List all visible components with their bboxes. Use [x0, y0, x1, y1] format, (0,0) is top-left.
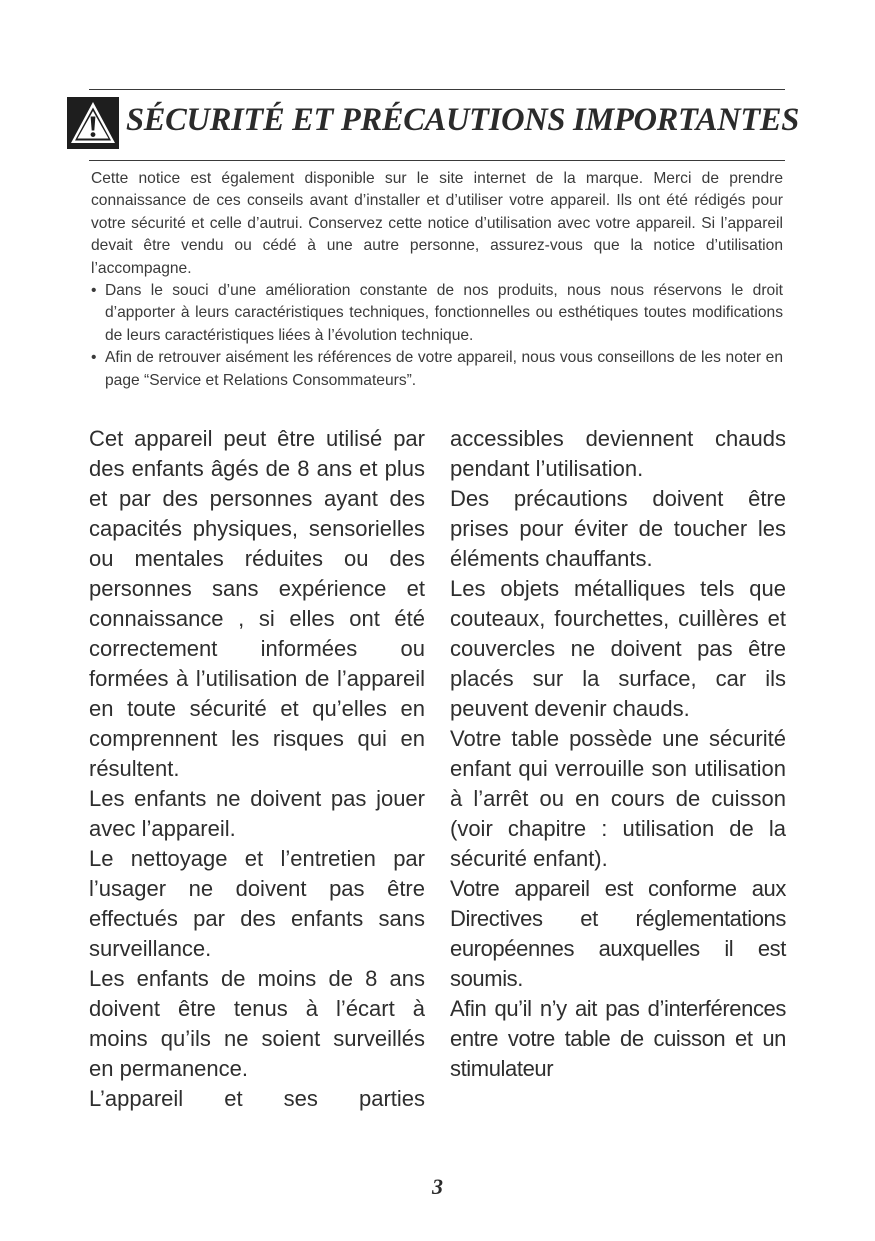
intro-bullet: • Dans le souci d’une amélioration constante de nos produits, nous nous réservons le droit d’apporter à leurs caractéristiques techniques, fonctionnelles ou esthétiques toutes modifications de leurs caractéristiques liées à l’évolution technique. — [91, 280, 783, 347]
intro-bullet: • Afin de retrouver aisément les références de votre appareil, nous vous conseillons de les noter en page “Service et Relations Consommateurs”. — [91, 347, 783, 392]
body-paragraph: Des précautions doivent être prises pour éviter de toucher les éléments chauffants. — [450, 486, 786, 571]
warning-triangle-icon — [67, 97, 119, 149]
body-paragraph-continued: Afin qu’il n’y ait pas d’interférences entre votre table de cuisson et un stimulateur — [450, 996, 786, 1081]
body-paragraph: Votre appareil est conforme aux Directives et réglementations européennes auxquelles il est soumis. — [450, 876, 786, 991]
body-paragraph: Cet appareil peut être utilisé par des enfants âgés de 8 ans et plus et par des personnes ayant des capacités physiques, sensorielles ou mentales réduites ou des personnes sans expérience et connaissance , si elles ont été correctement informées ou formées à l’utilisation de l’appareil en toute sécurité et qu’elles en comprennent les risques qui en résultent. — [89, 426, 425, 781]
body-paragraph-continued: L’appareil et ses parties — [89, 1086, 425, 1111]
right-column — [450, 424, 786, 1084]
intro-paragraph: Cette notice est également disponible sur le site internet de la marque. Merci de prendre connaissance de ces conseils avant d’installer et d’utiliser votre appareil. Ils ont été rédigés pour votre sécurité et celle d’autrui. Conservez cette notice d’utilisation avec votre appareil. Si l’appareil devait être vendu ou cédé à une autre personne, assurez-vous que la notice d’utilisation l’accompagne. — [91, 170, 783, 277]
body-paragraph: accessibles deviennent chauds pendant l’utilisation. — [450, 426, 786, 481]
bottom-rule — [89, 160, 785, 161]
intro-block — [91, 168, 783, 392]
section-header — [67, 97, 812, 151]
body-paragraph: Votre table possède une sécurité enfant qui verrouille son utilisation à l’arrêt ou en cours de cuisson (voir chapitre : utilisation de la sécurité enfant). — [450, 726, 786, 871]
page-number: 3 — [432, 1174, 443, 1199]
left-column — [89, 424, 425, 1114]
body-paragraph: Le nettoyage et l’entretien par l’usager ne doivent pas être effectués par des enfants sans surveillance. — [89, 846, 425, 961]
body-paragraph: Les enfants ne doivent pas jouer avec l’appareil. — [89, 786, 425, 841]
page-title: SÉCURITÉ ET PRÉCAUTIONS IMPORTANTES — [126, 102, 800, 138]
body-paragraph: Les objets métalliques tels que couteaux, fourchettes, cuillères et couvercles ne doivent pas être placés sur la surface, car ils peuvent devenir chauds. — [450, 576, 786, 721]
intro-bullet-list — [91, 280, 783, 392]
body-paragraph: Les enfants de moins de 8 ans doivent être tenus à l’écart à moins qu’ils ne soient surveillés en permanence. — [89, 966, 425, 1081]
top-rule — [89, 89, 785, 90]
